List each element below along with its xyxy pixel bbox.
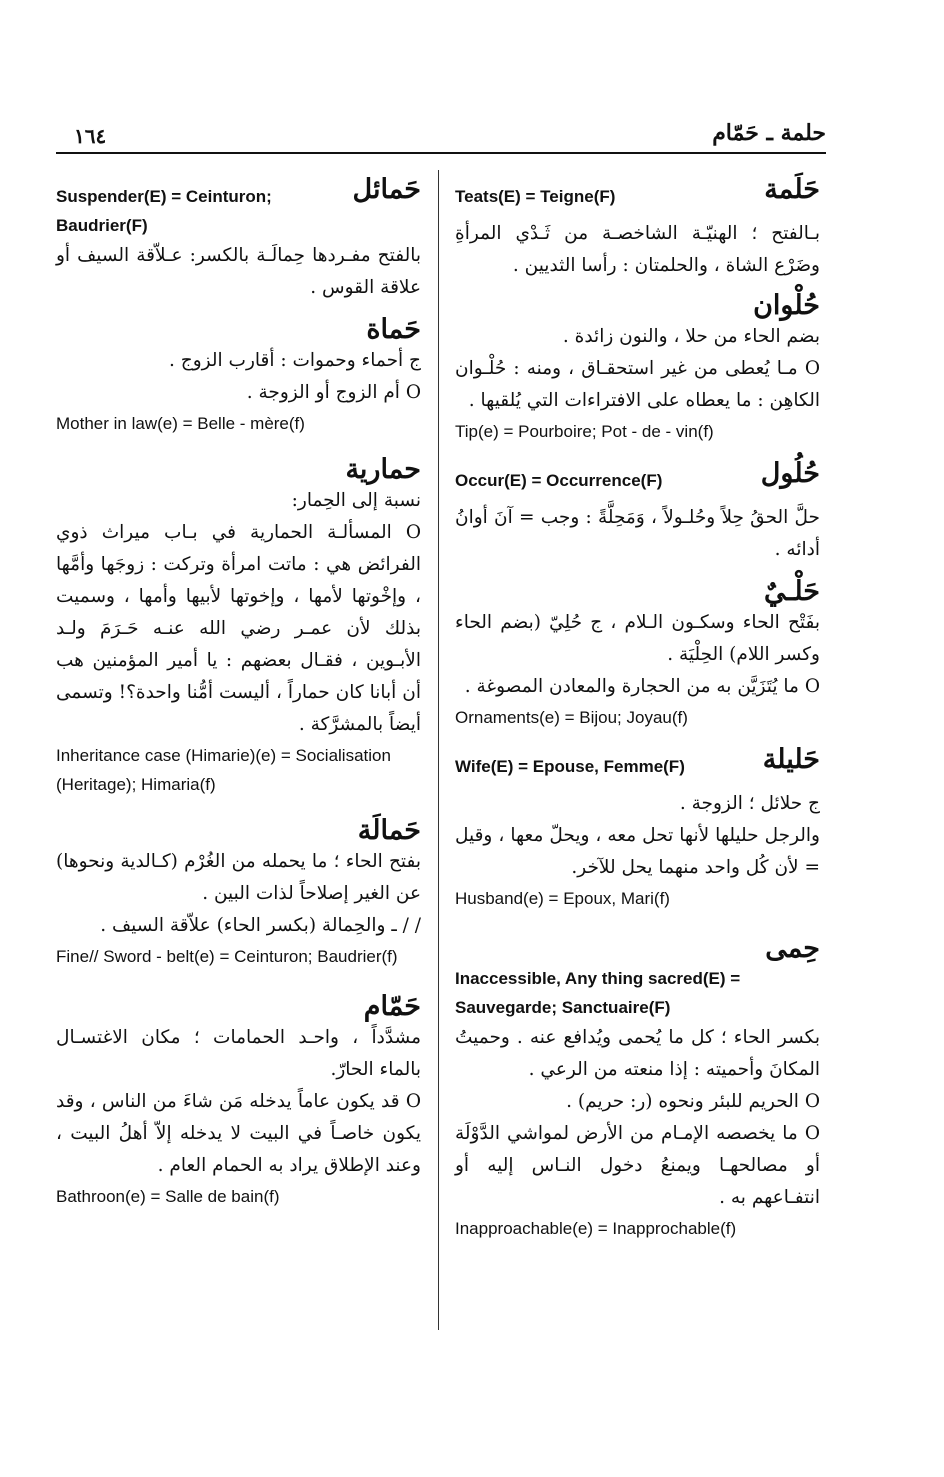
definition: بفتح الحاء ؛ ما يحمله من الغُرْم (كـالدية ونحوها) عن الغير إصلاحاً لذات البين . <box>56 851 421 904</box>
definition: ج أحماء وحموات : أقارب الزوج . <box>169 350 421 371</box>
headword: حِمى <box>765 933 820 964</box>
entry-halila <box>455 744 820 913</box>
entry-hamat <box>56 314 421 438</box>
headword: حَماة <box>366 314 421 345</box>
headword: حمارية <box>345 454 421 485</box>
equivalent: Teats(E) = Teigne(F) <box>455 187 616 206</box>
entry-himariya <box>56 454 421 799</box>
equivalent: Wife(E) = Epouse, Femme(F) <box>455 757 685 776</box>
running-title: حلمة ـ حَمّام <box>712 120 826 146</box>
headword: حُلْوان <box>753 290 820 321</box>
headword: حَلَمة <box>764 174 820 205</box>
definition: بكسر الحاء ؛ كل ما يُحمى ويُدافع عنه . وحميتُ المكانَ وأحميته : إذا منعته من الرعي . <box>455 1027 820 1080</box>
entry-hima <box>455 933 820 1243</box>
right-column <box>455 174 820 1243</box>
translation: Bathroon(e) = Salle de bain(f) <box>56 1187 280 1206</box>
translation: Tip(e) = Pourboire; Pot - de - vin(f) <box>455 422 714 441</box>
definition: بضم الحاء من حلا ، والنون زائدة . <box>562 326 820 347</box>
definition: والرجل حليلها لأنها تحل معه ، ويحلّ معها ، وقيل = لأن كُل واحد منهما يحل للآخر. <box>455 825 820 878</box>
entry-hamala <box>56 815 421 971</box>
left-column <box>56 174 421 1211</box>
entry-halama <box>455 174 820 282</box>
definition: O أم الزوج أو الزوجة . <box>246 382 421 403</box>
definition: نسبة إلى الحِمار: <box>291 490 421 511</box>
entry-hulul <box>455 458 820 566</box>
definition: O مـا يُعطى من غير استحقـاق ، ومنه : حُلْـوان الكاهِن : ما يعطاه على الافتراءات التي يُلقيها . <box>455 358 820 411</box>
definition: O ما يخصصه الإمـام من الأرض لمواشي الدَّوْلَة أو مصالحهـا ويمنعُ دخول النـاس إليه أو انتفـاعهم به . <box>455 1123 820 1208</box>
equivalent: Inaccessible, Any thing sacred(E) = Sauvegarde; Sanctuaire(F) <box>455 969 741 1017</box>
headword: حَمّام <box>363 991 421 1022</box>
definition: / / ـ والحِمالة (بكسر الحاء) علاّقة السيف . <box>100 915 421 936</box>
definition: O الحريم للبئر ونحوه (ر: حريم) . <box>566 1091 820 1112</box>
translation: Husband(e) = Epoux, Mari(f) <box>455 889 670 908</box>
headword: حَليلة <box>762 744 820 775</box>
entry-hulwan <box>455 290 820 446</box>
equivalent: Occur(E) = Occurrence(F) <box>455 471 663 490</box>
translation: Inapproachable(e) = Inapprochable(f) <box>455 1219 737 1238</box>
definition: O قد يكون عاماً يدخله مَن شاءَ من الناس ، وقد يكون خاصـاً في البيت لا يدخله إلاّ أهلُ البيت ، وعند الإطلاق يراد به الحمام العام . <box>56 1091 421 1176</box>
headword: حَلْـيٌ <box>763 576 820 607</box>
definition: ج حلائل ؛ الزوجة . <box>679 793 820 814</box>
page-number: ١٦٤ <box>74 124 107 148</box>
definition: بـالفتح ؛ الهنيّـة الشاخصـة من ثَـدْي المرأةِ وضَرْع الشاة ، والحلمتان : رأسا الثديين . <box>455 223 820 276</box>
definition: بالفتح مفـردها حِمالَـة بالكسر: عـلاّقة السيف أو علاقة القوس . <box>56 245 421 298</box>
page-header <box>56 118 826 154</box>
translation: Inheritance case (Himarie)(e) = Socialisation (Heritage); Himaria(f) <box>56 746 391 794</box>
headword: حَمالَة <box>357 815 421 846</box>
entry-hammam <box>56 991 421 1211</box>
definition: بفَتْح الحاء وسكـون الـلام ، ج حُلِيّ (بضم الحاء وكسر اللام) الحِلْيَة . <box>455 612 820 665</box>
definition: مشدَّداً ، واحـد الحمامات ؛ مكان الاغتسـال بالماء الحارّ. <box>56 1027 421 1080</box>
definition: O المسألـة الحمارية في بـاب ميراث ذوي الفرائض هي : ماتت امرأة وتركت : زوجَها وأمَّها ، وإخْوتها لأمها ، وإخوتها لأبيها وأمها ، وسميت بذلك لأن عمـر رضي الله عنـه حَـرَمَ ولـد الأبـوين ، فقـال بعضهم : يا أمير المؤمنين هب أن أبانا كان حماراً ، أليست أمُّنا واحدة؟! وتسمى أيضاً بالمشرَّكة . <box>56 522 421 735</box>
translation: Ornaments(e) = Bijou; Joyau(f) <box>455 708 688 727</box>
translation: Fine// Sword - belt(e) = Ceinturon; Baudrier(f) <box>56 947 398 966</box>
entry-haly <box>455 576 820 732</box>
definition: حلَّ الحقُ حِلاً وحُلـولاً ، وَمَحِلَّةً : وجب = آنَ أوانُ أدائه . <box>455 507 820 560</box>
headword: حُلُول <box>760 458 820 489</box>
column-divider <box>438 170 439 1330</box>
definition: O ما يُتَزَيَّن به من الحجارة والمعادن المصوغة . <box>464 676 820 697</box>
equivalent: Suspender(E) = Ceinturon; Baudrier(F) <box>56 187 272 235</box>
headword: حَمائل <box>352 174 421 205</box>
entry-hamail <box>56 174 421 304</box>
translation: Mother in law(e) = Belle - mère(f) <box>56 414 305 433</box>
